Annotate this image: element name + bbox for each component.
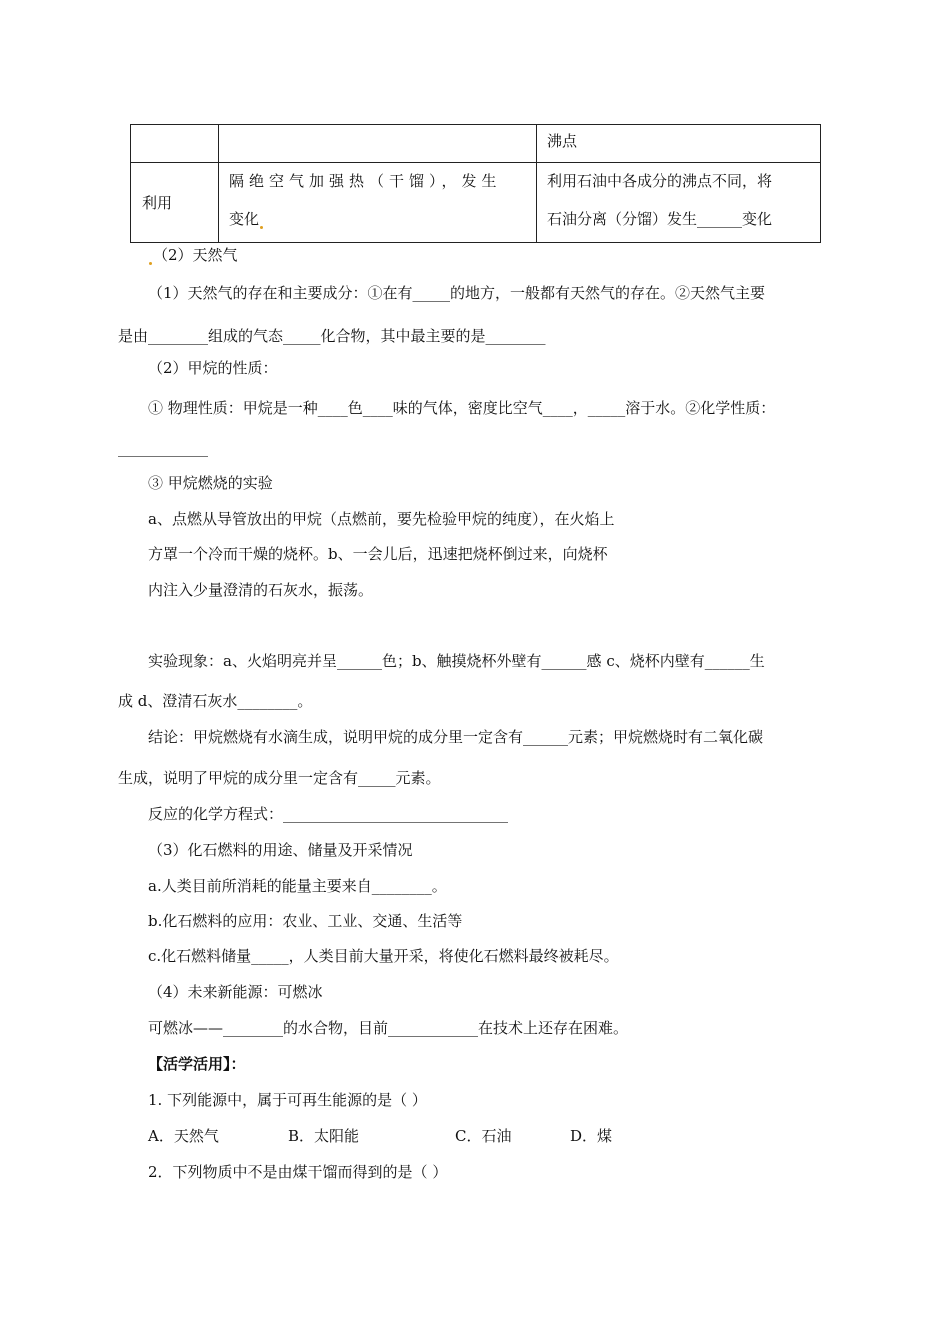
option-c: C．石油 [455,1127,512,1145]
table-cell-empty [219,125,537,163]
cell-text: 变化 [229,210,260,228]
subheading-fossil-fuels: （3）化石燃料的用途、储量及开采情况 [148,841,413,859]
cell-text: 利用石油中各成分的沸点不同，将 [547,172,773,190]
cell-text: 石油分离（分馏）发生______变化 [547,210,773,228]
cell-text-line2 [219,191,536,229]
cell-text: 沸点 [547,132,578,150]
option-d: D．煤 [570,1127,613,1145]
paragraph-line: c.化石燃料储量_____，人类目前大量开采，将使化石燃料最终被耗尽。 [148,947,619,965]
blank-line: ____________ [118,439,208,457]
paragraph-line: 可燃冰——________的水合物，目前____________在技术上还存在困难。 [148,1019,629,1037]
paragraph-line: （1）天然气的存在和主要成分：①在有_____的地方，一般都有天然气的存在。②天然气主要 [148,284,766,302]
subheading-methane-properties: （2）甲烷的性质： [148,359,278,377]
option-b: B．太阳能 [288,1127,360,1145]
paragraph-line: 是由________组成的气态_____化合物，其中最主要的是________ [118,327,546,345]
option-a: A．天然气 [148,1127,219,1145]
paragraph-line: 方罩一个冷而干燥的烧杯。b、一会儿后，迅速把烧杯倒过来，向烧杯 [148,545,608,563]
subheading-new-energy: （4）未来新能源：可燃冰 [148,983,323,1001]
marker-dot [149,262,152,265]
cell-text: 利用 [142,193,173,212]
text: （2）天然气 [153,246,238,264]
cell-text: 隔绝空气加强热（干馏），发生 [229,172,502,190]
paragraph-line: ① 物理性质：甲烷是一种____色____味的气体，密度比空气____，_____溶于水。②化学性质： [148,399,776,417]
paragraph-line: 内注入少量澄清的石灰水，振荡。 [148,581,374,599]
equation-line: 反应的化学方程式：______________________________ [148,805,509,823]
paragraph-line: 生成，说明了甲烷的成分里一定含有_____元素。 [118,769,441,787]
paragraph-line: 成 d、澄清石灰水________。 [118,692,313,710]
paragraph-line: b.化石燃料的应用：农业、工业、交通、生活等 [148,912,463,930]
paragraph-line: a、点燃从导管放出的甲烷（点燃前，要先检验甲烷的纯度），在火焰上 [148,510,615,528]
paragraph-line: 结论：甲烷燃烧有水滴生成，说明甲烷的成分里一定含有______元素；甲烷燃烧时有二氧化碳 [148,728,764,746]
question-2: 2．下列物质中不是由煤干馏而得到的是（ ） [148,1163,448,1181]
marker-dot [260,226,263,229]
comparison-table [130,124,821,243]
table-cell-boiling-point [537,125,821,163]
subheading-methane-combustion: ③ 甲烷燃烧的实验 [148,474,273,492]
section-heading-natural-gas [148,245,238,265]
question-1: 1. 下列能源中，属于可再生能源的是（ ） [148,1091,427,1109]
table-cell-usage-label [131,163,219,243]
paragraph-line: 实验现象：a、火焰明亮并呈______色；b、触摸烧杯外壁有______感 c、烧杯内壁有______生 [148,652,765,670]
table-cell-empty [131,125,219,163]
paragraph-line: a.人类目前所消耗的能量主要来自________。 [148,877,447,895]
table-cell-coal-usage [219,163,537,243]
section-heading-practice: 【活学活用】： [148,1055,246,1073]
table-cell-oil-usage [537,163,821,243]
